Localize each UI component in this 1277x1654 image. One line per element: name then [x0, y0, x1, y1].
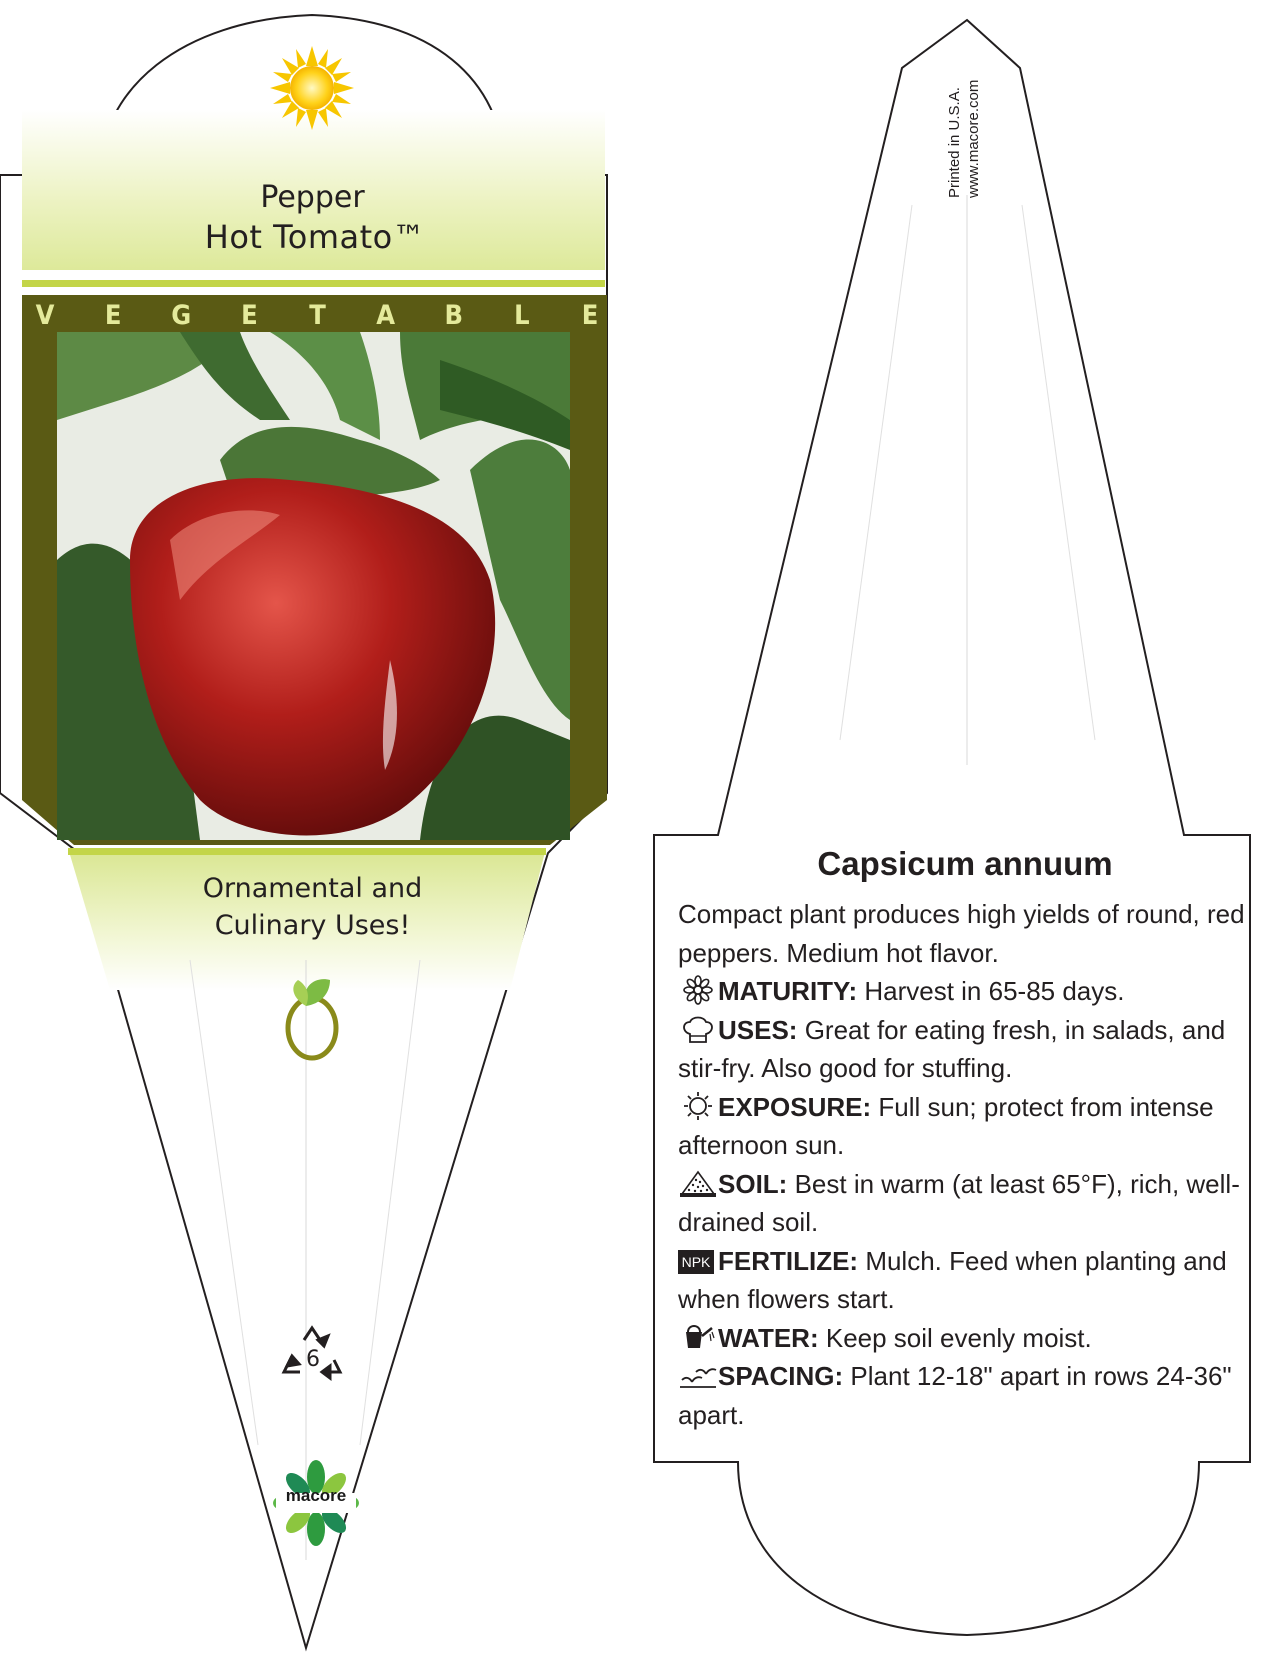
care-text: Mulch. Feed when planting and when flowers start.	[678, 1245, 1227, 1314]
care-fertilize	[678, 1242, 1248, 1319]
care-label: EXPOSURE:	[718, 1091, 872, 1122]
care-label: FERTILIZE:	[718, 1245, 859, 1276]
flower-icon	[678, 975, 718, 1005]
category-letter: L	[514, 300, 530, 331]
description: Compact plant produces high yields of round, red peppers. Medium hot flavor.	[678, 899, 1245, 968]
care-label: SPACING:	[718, 1361, 844, 1391]
care-text: Harvest in 65-85 days.	[857, 976, 1125, 1006]
print-info	[945, 38, 983, 198]
npk-icon: NPK	[678, 1250, 714, 1274]
soil-icon	[678, 1168, 718, 1198]
variety-name: Hot Tomato™	[204, 218, 426, 256]
species-name: Capsicum annuum	[817, 845, 1113, 882]
category-letter: E	[104, 300, 122, 331]
sun-outline-icon	[678, 1091, 718, 1121]
tagline-line2: Culinary Uses!	[214, 910, 411, 941]
watering-can-icon	[678, 1322, 718, 1352]
care-soil	[678, 1165, 1248, 1242]
care-text: Full sun; protect from intense afternoon sun.	[678, 1091, 1214, 1160]
care-text: Best in warm (at least 65°F), rich, well-drained soil.	[678, 1168, 1240, 1237]
brand-name: macore	[285, 1486, 347, 1505]
care-text: Great for eating fresh, in salads, and stir-fry. Also good for stuffing.	[678, 1014, 1226, 1083]
care-maturity	[678, 972, 1248, 1011]
category-letter: B	[444, 300, 463, 331]
care-spacing	[678, 1357, 1248, 1434]
category-label	[35, 300, 600, 334]
category-letter: E	[581, 300, 599, 331]
category-letter: V	[35, 300, 55, 331]
care-uses	[678, 1011, 1248, 1088]
category-letter: A	[376, 300, 396, 331]
recycle-code: 6	[306, 1347, 320, 1372]
care-label: MATURITY:	[718, 976, 858, 1006]
pepper-photo	[57, 332, 570, 840]
care-label: WATER:	[718, 1322, 819, 1353]
tagline-line1: Ornamental and	[202, 873, 423, 904]
category-letter: E	[241, 300, 258, 331]
care-label: USES:	[718, 1014, 798, 1045]
printed-in: Printed in U.S.A.	[946, 87, 963, 198]
care-instructions	[678, 895, 1248, 1434]
sun-icon	[270, 46, 354, 130]
care-text: Keep soil evenly moist.	[818, 1322, 1092, 1353]
website: www.macore.com	[965, 79, 982, 198]
care-label: SOIL:	[718, 1168, 788, 1199]
seedling-icon	[678, 1360, 718, 1390]
category-letter: T	[309, 300, 326, 331]
category-letter: G	[171, 300, 192, 331]
tagline	[130, 870, 495, 944]
common-name: Pepper	[260, 180, 365, 215]
chef-hat-icon	[678, 1014, 718, 1044]
care-water	[678, 1319, 1248, 1358]
care-text: Plant 12-18" apart in rows 24-36" apart.	[678, 1361, 1232, 1430]
care-exposure	[678, 1088, 1248, 1165]
